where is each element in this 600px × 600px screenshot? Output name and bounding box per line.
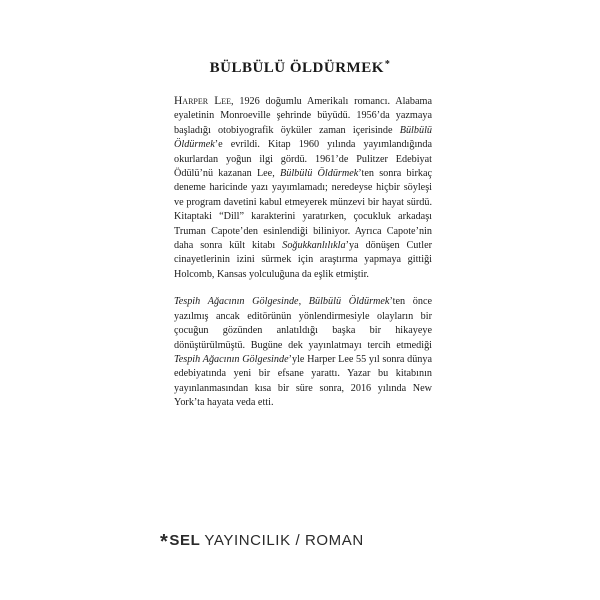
- bio-paragraph-1: [174, 94, 432, 282]
- publisher-star-icon: *: [160, 531, 169, 553]
- publisher-series: YAYINCILIK / ROMAN: [204, 532, 364, 549]
- book-title-ref: Bülbülü Öldürmek: [174, 124, 432, 151]
- book-title-ref: Soğukkanlılıkla: [282, 240, 346, 252]
- author-bio: [174, 94, 432, 411]
- bio-text: ’ten önce yazılmış ancak editörünün yönlendirmesiyle olayların bir çocuğun gözünden anlatıldığı başka bir hikayeye dönüştürülmüştü. Bugüne dek yayınlatmayı tercih etmediği: [174, 296, 433, 351]
- publisher-brand: SEL: [169, 532, 201, 549]
- book-title-ref: Bülbülü Öldürmek: [308, 296, 390, 308]
- publisher-footer: [160, 528, 364, 551]
- bio-text: ’yle Harper Lee 55 yıl sonra dünya edebiyatında yeni bir efsane yarattı. Yazar bu kitabının yayınlanmasından kısa bir süre sonra, 2016 yılında New York’ta hayata veda etti.: [174, 353, 432, 409]
- bio-text: ,: [298, 296, 309, 308]
- book-title-ref: Tespih Ağacının Gölgesinde: [174, 353, 289, 365]
- bio-text: , 1926 doğumlu Amerikalı romancı. Alabama eyaletinin Monroeville şehrinde büyüdü. 1956’da yazmaya başladığı otobiyografik öyküler zaman içerisinde: [174, 96, 432, 136]
- bio-text: ’ya dönüşen Cutler cinayetlerinin izini sürmek için araştırma yapmaya gittiği Holcomb, Kansas yolculuğuna da eşlik etmiştir.: [174, 240, 432, 280]
- book-title: [0, 60, 600, 77]
- bio-paragraph-2: [174, 295, 432, 410]
- bio-text: ’e evrildi. Kitap 1960 yılında yayımlandığında okurlardan yoğun ilgi gördü. 1961’de Pulitzer Edebiyat Ödülü’nü kazanan Lee,: [174, 139, 432, 180]
- title-asterisk: *: [384, 59, 391, 70]
- book-title-ref: Tespih Ağacının Gölgesinde: [174, 296, 299, 308]
- bio-text: ’ten sonra birkaç deneme haricinde yazı yayımlamadı; neredeyse hiçbir söyleşi ve program davetini kabul etmeyerek münzevi bir hayat sürdü. Kitaptaki “Dill” karakterini yaratırken, çocukluk arkadaşı Truman Capote’den esinlendiği biliniyor. Ayrıca Capote’nin daha sonra kült kitabı: [174, 168, 432, 252]
- author-name: Harper Lee: [174, 95, 232, 107]
- book-title-text: BÜLBÜLÜ ÖLDÜRMEK: [209, 60, 384, 76]
- book-title-ref: Bülbülü Öldürmek: [280, 168, 359, 180]
